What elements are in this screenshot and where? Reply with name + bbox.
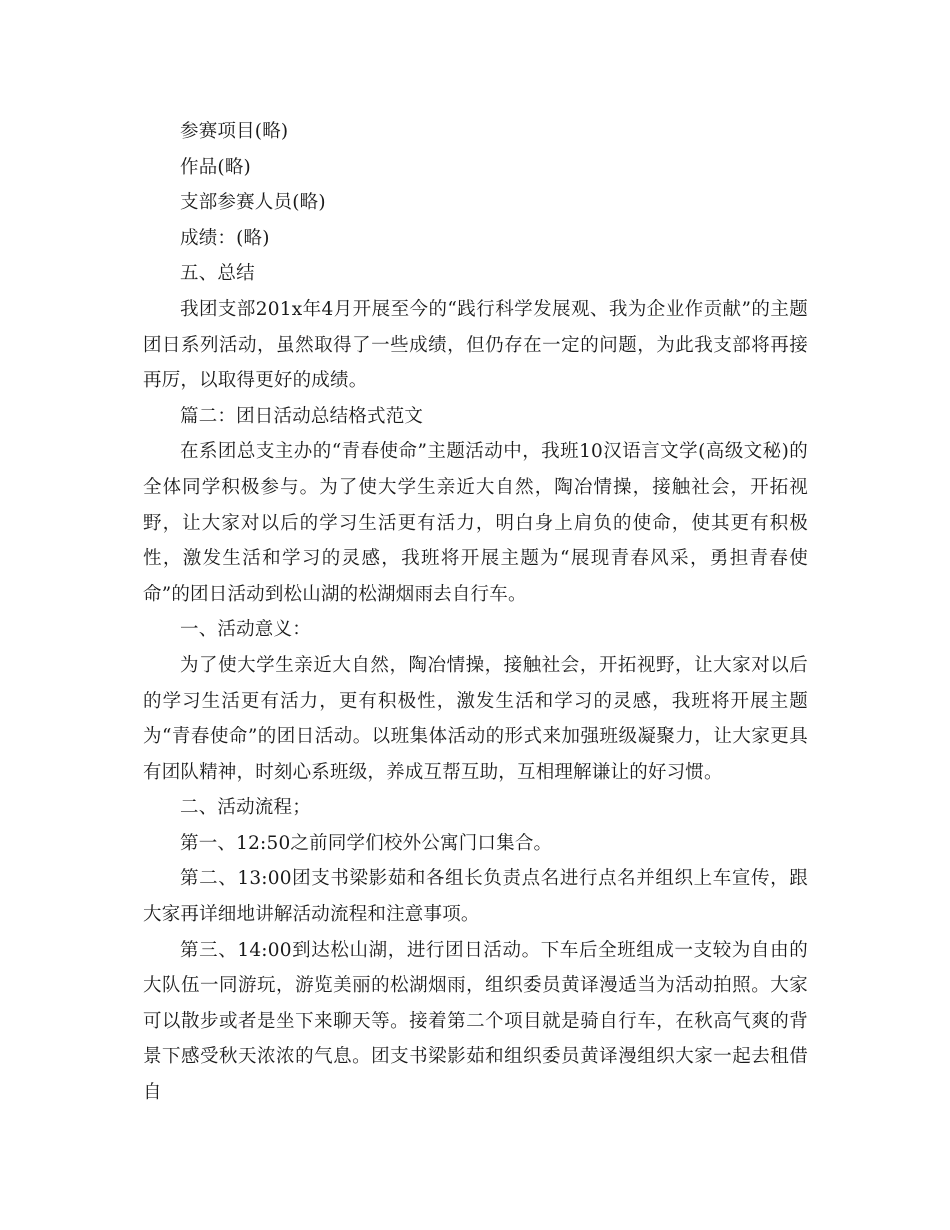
paragraph-significance: 为了使大学生亲近大自然，陶冶情操，接触社会，开拓视野，让大家对以后的学习生活更有活力，更有积极性，激发生活和学习的灵感，我班将开展主题为“青春使命”的团日活动。以班集体活动的形式来加强班级凝聚力，让大家更具有团队精神，时刻心系班级，养成互帮互助，互相理解谦让的好习惯。: [143, 654, 808, 783]
section-heading-significance: 一、活动意义：: [180, 619, 311, 641]
paragraph-step-two: 第二、13:00团支书梁影茹和各组长负责点名进行点名并组织上车宣传，跟大家再详细地讲解活动流程和注意事项。: [143, 868, 808, 926]
section-heading-process: 二、活动流程；: [180, 797, 311, 819]
document-body: [143, 114, 808, 1111]
paragraph-intro: 在系团总支主办的“青春使命”主题活动中，我班10汉语言文学(高级文秘)的全体同学积极参与。为了使大学生亲近大自然，陶冶情操，接触社会，开拓视野，让大家对以后的学习生活更有活力，明白身上肩负的使命，使其更有积极性，激发生活和学习的灵感，我班将开展主题为“展现青春风采，勇担青春使命”的团日活动到松山湖的松湖烟雨去自行车。: [143, 441, 808, 605]
paragraph-results: 成绩：(略): [180, 227, 270, 249]
paragraph-entry-project: 参赛项目(略): [180, 121, 289, 142]
paragraph-summary: 我团支部201x年4月开展至今的“践行科学发展观、我为企业作贡献”的主题团日系列活动，虽然取得了一些成绩，但仍存在一定的问题，为此我支部将再接再厉，以取得更好的成绩。: [143, 298, 808, 392]
paragraph-works: 作品(略): [180, 156, 251, 178]
section-heading-summary: 五、总结: [180, 263, 255, 285]
section-heading-part-two: 篇二：团日活动总结格式范文: [180, 405, 424, 427]
paragraph-step-three: 第三、14:00到达松山湖，进行团日活动。下车后全班组成一支较为自由的大队伍一同游玩，游览美丽的松湖烟雨，组织委员黄译漫适当为活动拍照。大家可以散步或者是坐下来聊天等。接着第二个项目就是骑自行车，在秋高气爽的背景下感受秋天浓浓的气息。团支书梁影茹和组织委员黄译漫组织大家一起去租借自: [143, 939, 808, 1104]
paragraph-participants: 支部参赛人员(略): [180, 192, 326, 214]
paragraph-step-one: 第一、12:50之前同学们校外公寓门口集合。: [180, 832, 553, 854]
